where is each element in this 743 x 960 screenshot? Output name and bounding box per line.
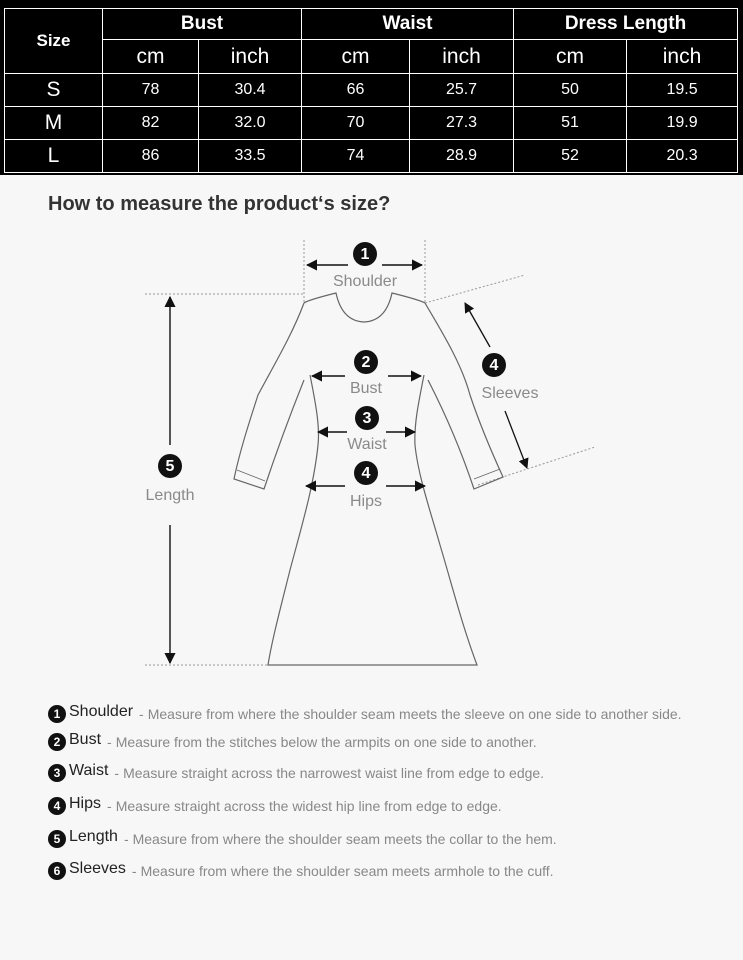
badge-number: 2 (361, 354, 371, 371)
badge-number: 3 (362, 410, 372, 427)
legend-item-sleeves (48, 860, 708, 882)
bust-label: Bust (349, 380, 383, 397)
legend-desc (132, 860, 554, 882)
value-cell: 19.5 (627, 74, 738, 107)
bust-measure (312, 350, 421, 397)
value-cell: 28.9 (410, 140, 514, 173)
shoulder-measure (307, 242, 422, 290)
value-cell: 32.0 (199, 107, 302, 140)
unit-header: cm (302, 40, 410, 74)
badge-number: 5 (165, 458, 175, 475)
legend-dash: - (107, 734, 112, 750)
badge-number: 4 (361, 465, 371, 482)
legend-desc-text: Measure straight across the widest hip line from edge to edge. (115, 798, 502, 814)
legend-dash: - (123, 831, 129, 847)
legend-term: Hips (69, 795, 102, 812)
legend-item-shoulder (48, 703, 708, 725)
size-chart (0, 0, 743, 175)
legend-desc-text: Measure from where the shoulder seam meets the collar to the hem. (132, 831, 557, 847)
legend-term: Sleeves (69, 860, 126, 877)
length-label: Length (145, 487, 195, 504)
size-table (4, 8, 738, 173)
bust-header: Bust (103, 9, 302, 40)
table-row (5, 74, 738, 107)
unit-header: inch (410, 40, 514, 74)
legend-desc (114, 762, 544, 784)
legend-dash: - (114, 765, 120, 781)
length-measure (146, 297, 195, 663)
legend-item-length (48, 828, 708, 850)
value-cell: 78 (103, 74, 199, 107)
number-badge: 2 (48, 733, 66, 751)
legend-desc-text: Measure from where the shoulder seam meets armhole to the cuff. (140, 863, 554, 879)
waist-label: Waist (347, 436, 387, 453)
legend-item-waist (48, 762, 708, 784)
legend-dash: - (131, 863, 137, 879)
unit-header: cm (514, 40, 627, 74)
value-cell: 86 (103, 140, 199, 173)
size-cell: L (5, 140, 103, 173)
value-cell: 70 (302, 107, 410, 140)
table-group-header-row (5, 9, 738, 40)
hips-label: Hips (349, 493, 383, 510)
value-cell: 19.9 (627, 107, 738, 140)
measure-legend (48, 703, 708, 882)
table-unit-header-row (5, 40, 738, 74)
table-row (5, 140, 738, 173)
section-title: How to measure the product‘s size? (48, 193, 391, 215)
size-cell: M (5, 107, 103, 140)
value-cell: 27.3 (410, 107, 514, 140)
sleeves-label: Sleeves (481, 385, 539, 402)
size-header: Size (5, 9, 103, 74)
number-badge: 6 (48, 862, 66, 880)
dress-diagram (0, 225, 743, 695)
shoulder-label: Shoulder (332, 273, 398, 290)
legend-term: Bust (69, 731, 102, 748)
badge-number: 1 (360, 246, 370, 263)
dress-length-header: Dress Length (514, 9, 738, 40)
table-row (5, 107, 738, 140)
legend-term: Length (69, 828, 118, 845)
legend-item-bust (48, 731, 708, 753)
number-badge: 4 (48, 797, 66, 815)
legend-desc (107, 795, 502, 817)
number-badge: 3 (48, 764, 66, 782)
legend-desc-text: Measure straight across the narrowest waist line from edge to edge. (123, 765, 545, 781)
waist-measure (318, 406, 415, 453)
hips-measure (306, 461, 425, 510)
legend-dash: - (139, 706, 144, 722)
badge-number: 4 (489, 357, 499, 374)
unit-header: inch (199, 40, 302, 74)
number-badge: 5 (48, 830, 66, 848)
legend-desc (107, 731, 537, 753)
unit-header: inch (627, 40, 738, 74)
value-cell: 51 (514, 107, 627, 140)
value-cell: 50 (514, 74, 627, 107)
value-cell: 33.5 (199, 140, 302, 173)
legend-dash: - (107, 798, 112, 814)
value-cell: 82 (103, 107, 199, 140)
legend-desc-text: Measure from the stitches below the armpits on one side to another. (115, 734, 537, 750)
value-cell: 52 (514, 140, 627, 173)
legend-desc (124, 828, 557, 850)
number-badge: 1 (48, 705, 66, 723)
sleeves-measure (465, 303, 538, 468)
value-cell: 66 (302, 74, 410, 107)
legend-term: Shoulder (69, 703, 134, 720)
size-cell: S (5, 74, 103, 107)
value-cell: 74 (302, 140, 410, 173)
waist-header: Waist (302, 9, 514, 40)
legend-term: Waist (69, 762, 109, 779)
value-cell: 30.4 (199, 74, 302, 107)
legend-desc (139, 703, 682, 725)
value-cell: 20.3 (627, 140, 738, 173)
legend-desc-text: Measure from where the shoulder seam meets the sleeve on one side to another side. (147, 706, 682, 722)
legend-item-hips (48, 795, 708, 817)
value-cell: 25.7 (410, 74, 514, 107)
unit-header: cm (103, 40, 199, 74)
